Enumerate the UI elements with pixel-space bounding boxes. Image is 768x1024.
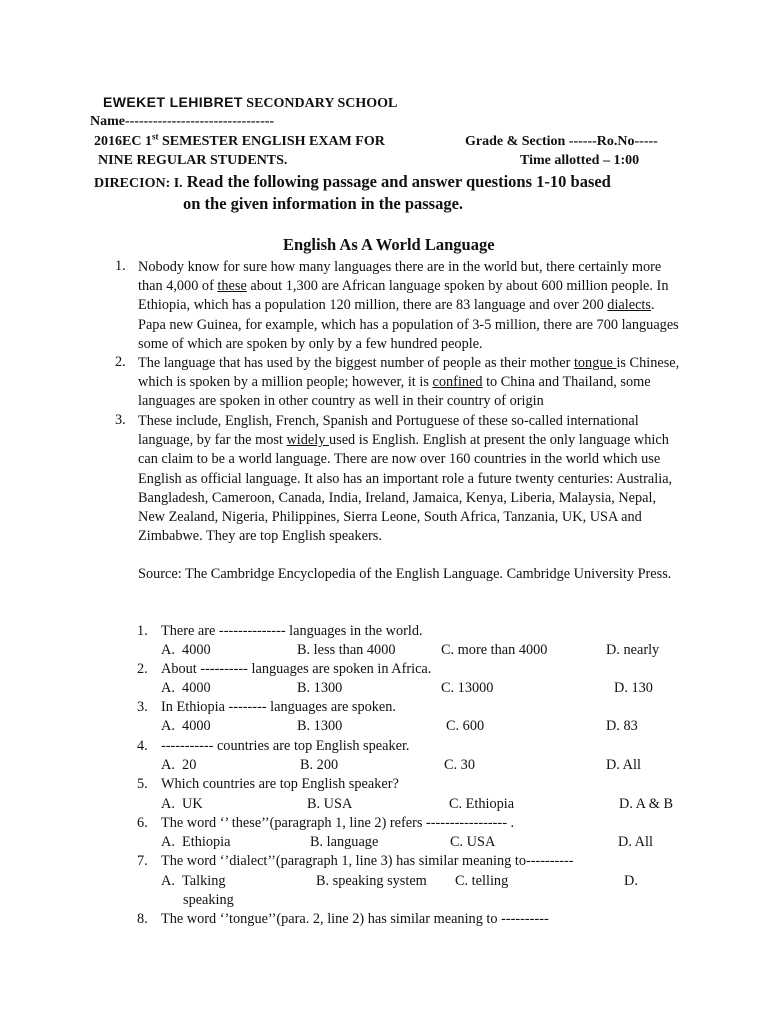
question-6-option-a: A. Ethiopia: [161, 834, 231, 850]
question-2-number: 2.: [137, 661, 148, 677]
question-5-option-d: D. A & B: [619, 796, 674, 812]
exam-title-suffix: SEMESTER ENGLISH EXAM FOR: [158, 134, 385, 149]
question-5-option-b: B. USA: [307, 796, 353, 812]
paragraph-1-text-b: about 1,300 are African language spoken by about 600 million people. In Ethiopia, which has a population 120 million, there are 83 language and over 200: [138, 278, 669, 314]
question-2-option-c: C. 13000: [441, 680, 494, 696]
school-name-rest: SECONDARY SCHOOL: [242, 96, 398, 111]
question-3-text: In Ethiopia -------- languages are spoken.: [161, 699, 397, 715]
question-4-option-c: C. 30: [444, 757, 475, 773]
question-4-option-b: B. 200: [300, 757, 339, 773]
question-8-text: The word ‘’tongue’’(para. 2, line 2) has similar meaning to ----------: [161, 911, 549, 927]
question-1-option-a: A. 4000: [161, 642, 211, 658]
question-7-option-b: B. speaking system: [316, 873, 427, 889]
direction-line2: on the given information in the passage.: [183, 194, 464, 213]
paragraph-3-number: 3.: [115, 412, 126, 428]
paragraph-1-text-a: Nobody know for sure how many languages there are in the world but, there certainly more than 4,000 of: [138, 259, 662, 295]
grade-section: Grade & Section ------Ro.No-----: [465, 134, 658, 149]
question-4-number: 4.: [137, 738, 148, 754]
question-3-option-d: D. 83: [606, 718, 638, 734]
paragraph-2-underlined-confined: confined: [432, 374, 483, 391]
question-3-number: 3.: [137, 699, 148, 715]
direction-line1: Read the following passage and answer questions 1-10 based: [186, 172, 611, 191]
exam-title-prefix: 2016EC 1: [94, 134, 152, 149]
paragraph-3-underlined-widely: widely: [286, 432, 329, 449]
question-4-option-a: A. 20: [161, 757, 197, 773]
exam-title-sup: st: [151, 131, 159, 142]
direction: [94, 172, 611, 192]
paragraph-3-text-b: used is English. English at present the only language which can claim to be a world language. There are now over 160 countries in the world which use English as official language. It also has an important role a future twenty centuries: Australia, Bangladesh, Cameroon, Canada, India, Ireland, Jamaica, Kenya, Liberia, Malaysia, Nepal, New Zealand, Nigeria, Philippines, Sierra Leone, South Africa, Tanzania, UK, USA and Zimbabwe. They are top English speakers.: [138, 432, 673, 545]
school-name-caps: EWEKET LEHIBRET: [103, 94, 243, 110]
paragraph-1-text-c: . Papa new Guinea, for example, which has a population of 3-5 million, there are 700 languages some of which are spoken by only by a few hundred people.: [138, 297, 679, 352]
question-7-text: The word ‘’dialect’’(paragraph 1, line 3) has similar meaning to----------: [161, 853, 574, 869]
source-citation: Source: The Cambridge Encyclopedia of the English Language. Cambridge University Press.: [138, 566, 672, 582]
question-6-number: 6.: [137, 815, 148, 831]
question-5-number: 5.: [137, 776, 148, 792]
question-5-option-c: C. Ethiopia: [449, 796, 515, 812]
paragraph-3-text-a: These include, English, French, Spanish and Portuguese of these so-called international language, by far the most: [138, 413, 639, 449]
question-4-text: ----------- countries are top English speaker.: [161, 738, 410, 754]
question-7-option-d: D.: [624, 873, 638, 889]
question-2-text: About ---------- languages are spoken in Africa.: [161, 661, 432, 677]
exam-title: [94, 132, 385, 151]
question-6-option-c: C. USA: [450, 834, 496, 850]
question-2-option-b: B. 1300: [297, 680, 343, 696]
paragraph-3: [138, 412, 683, 546]
paragraph-1-number: 1.: [115, 258, 126, 274]
paragraph-2-text-b: is Chinese, which is spoken by a million people; however, it is: [138, 355, 680, 391]
direction-label: DIRECION: I.: [94, 176, 183, 191]
question-1-option-b: B. less than 4000: [297, 642, 396, 658]
question-5-text: Which countries are top English speaker?: [161, 776, 399, 792]
paragraph-2-text-c: to China and Thailand, some languages are spoken in other country as well in their country of origin: [138, 374, 651, 410]
question-3-option-c: C. 600: [446, 718, 485, 734]
paragraph-2: [138, 354, 683, 412]
question-2-option-a: A. 4000: [161, 680, 211, 696]
question-7-option-a: A. Talking: [161, 873, 226, 889]
question-7-number: 7.: [137, 853, 148, 869]
question-6-text: The word ‘’ these’’(paragraph 1, line 2) refers ----------------- .: [161, 815, 515, 831]
question-1-option-d: D. nearly: [606, 642, 660, 658]
paragraph-1: [138, 258, 683, 354]
question-7-option-c: C. telling: [455, 873, 509, 889]
question-3-option-b: B. 1300: [297, 718, 343, 734]
question-1-number: 1.: [137, 623, 148, 639]
name-line: Name--------------------------------: [90, 114, 275, 129]
paragraph-2-text-a: The language that has used by the biggest number of people as their mother: [138, 355, 574, 371]
paragraph-1-underlined-these: these: [217, 278, 247, 295]
paragraph-2-underlined-tongue: tongue: [573, 355, 617, 371]
question-6-option-b: B. language: [310, 834, 379, 850]
question-6-option-d: D. All: [618, 834, 653, 850]
question-1-text: There are -------------- languages in the world.: [161, 623, 423, 639]
paragraph-1-underlined-dialects: dialects: [607, 297, 651, 314]
question-4-option-d: D. All: [606, 757, 641, 773]
passage-title: English As A World Language: [283, 235, 495, 254]
paragraph-2-number: 2.: [115, 354, 126, 370]
question-7-option-d-continued: speaking: [183, 892, 234, 908]
time-allotted: Time allotted – 1:00: [520, 153, 640, 168]
question-5-option-a: A. UK: [161, 796, 203, 812]
question-8-number: 8.: [137, 911, 148, 927]
question-3-option-a: A. 4000: [161, 718, 211, 734]
school-name: [103, 94, 397, 112]
question-2-option-d: D. 130: [614, 680, 653, 696]
students-line: NINE REGULAR STUDENTS.: [98, 153, 288, 168]
question-1-option-c: C. more than 4000: [441, 642, 548, 658]
